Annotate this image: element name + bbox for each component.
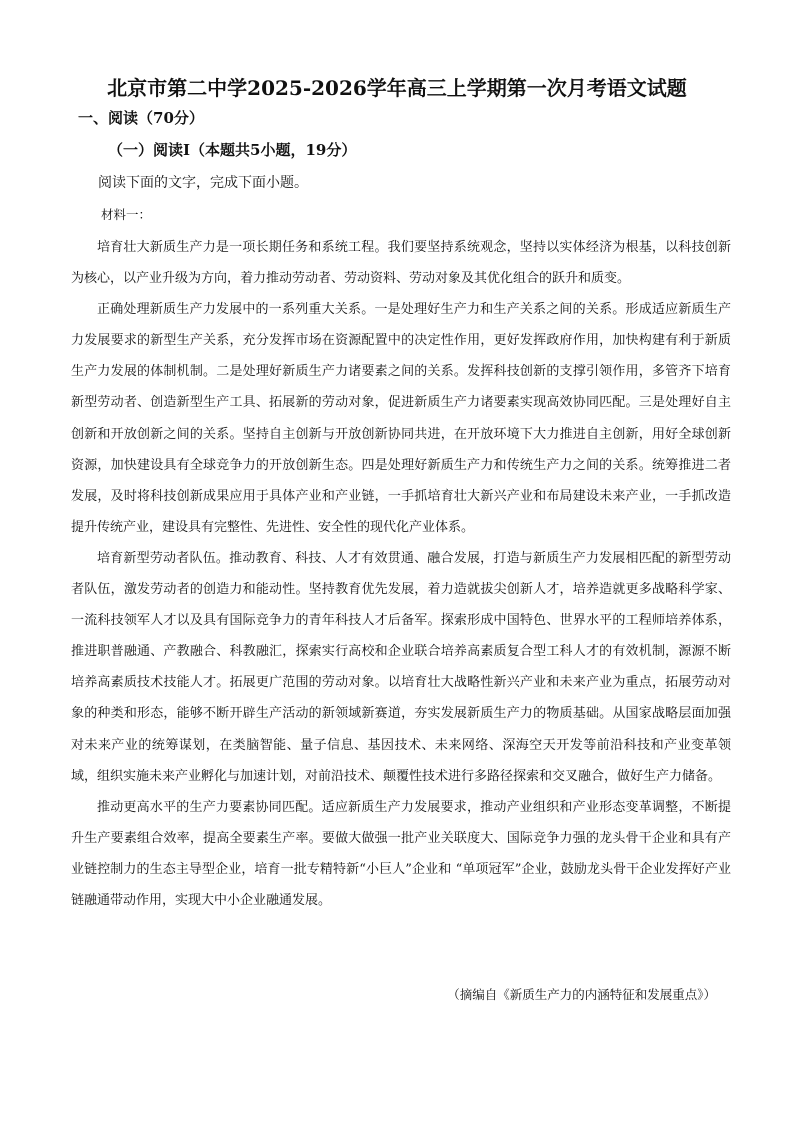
passage-body: [71, 232, 731, 916]
subsection-heading: （一）阅读Ⅰ（本题共5小题，19分）: [108, 141, 357, 159]
paragraph-2: 正确处理新质生产力发展中的一系列重大关系。一是处理好生产力和生产关系之间的关系。形成适应新质生产力发展要求的新型生产关系，充分发挥市场在资源配置中的决定性作用，更好发挥政府作用，加快构建有利于新质生产力发展的体制机制。二是处理好新质生产力诸要素之间的关系。发挥科技创新的支撑引领作用，多管齐下培育新型劳动者、创造新型生产工具、拓展新的劳动对象，促进新质生产力诸要素实现高效协同匹配。三是处理好自主创新和开放创新之间的关系。坚持自主创新与开放创新协同共进，在开放环境下大力推进自主创新，用好全球创新资源，加快建设具有全球竞争力的开放创新生态。四是处理好新质生产力和传统生产力之间的关系。统筹推进二者发展，及时将科技创新成果应用于具体产业和产业链，一手抓培育壮大新兴产业和布局建设未来产业，一手抓改造提升传统产业，建设具有完整性、先进性、安全性的现代化产业体系。: [71, 302, 731, 535]
section-heading: 一、阅读（70分）: [78, 109, 204, 127]
page-title: 北京市第二中学2025-2026学年高三上学期第一次月考语文试题: [107, 76, 687, 100]
instruction-text: 阅读下面的文字，完成下面小题。: [98, 175, 308, 191]
paragraph-3: 培育新型劳动者队伍。推动教育、科技、人才有效贯通、融合发展，打造与新质生产力发展相匹配的新型劳动者队伍，激发劳动者的创造力和能动性。坚持教育优先发展，着力造就拔尖创新人才，培养造就更多战略科学家、一流科技领军人才以及具有国际竞争力的青年科技人才后备军。探索形成中国特色、世界水平的工程师培养体系，推进职普融通、产教融合、科教融汇，探索实行高校和企业联合培养高素质复合型工科人才的有效机制，源源不断培养高素质技术技能人才。拓展更广范围的劳动对象。以培育壮大战略性新兴产业和未来产业为重点，拓展劳动对象的种类和形态，能够不断开辟生产活动的新领域新赛道，夯实发展新质生产力的物质基础。从国家战略层面加强对未来产业的统筹谋划，在类脑智能、量子信息、基因技术、未来网络、深海空天开发等前沿科技和产业变革领域，组织实施未来产业孵化与加速计划，对前沿技术、颠覆性技术进行多路径探索和交叉融合，做好生产力储备。: [71, 550, 731, 784]
source-citation: （摘编自《新质生产力的内涵特征和发展重点》）: [447, 987, 716, 1002]
paragraph-4: 推动更高水平的生产力要素协同匹配。适应新质生产力发展要求，推动产业组织和产业形态变革调整，不断提升生产要素组合效率，提高全要素生产率。要做大做强一批产业关联度大、国际竞争力强的龙头骨干企业和具有产业链控制力的生态主导型企业，培育一批专精特新“小巨人”企业和 “单项冠军”企业，鼓励龙头骨干企业发挥好产业链融通带动作用，实现大中小企业融通发展。: [71, 799, 731, 908]
material-label: 材料一：: [101, 207, 152, 222]
paragraph-1: 培育壮大新质生产力是一项长期任务和系统工程。我们要坚持系统观念，坚持以实体经济为根基，以科技创新为核心，以产业升级为方向，着力推动劳动者、劳动资料、劳动对象及其优化组合的跃升和质变。: [71, 240, 731, 287]
